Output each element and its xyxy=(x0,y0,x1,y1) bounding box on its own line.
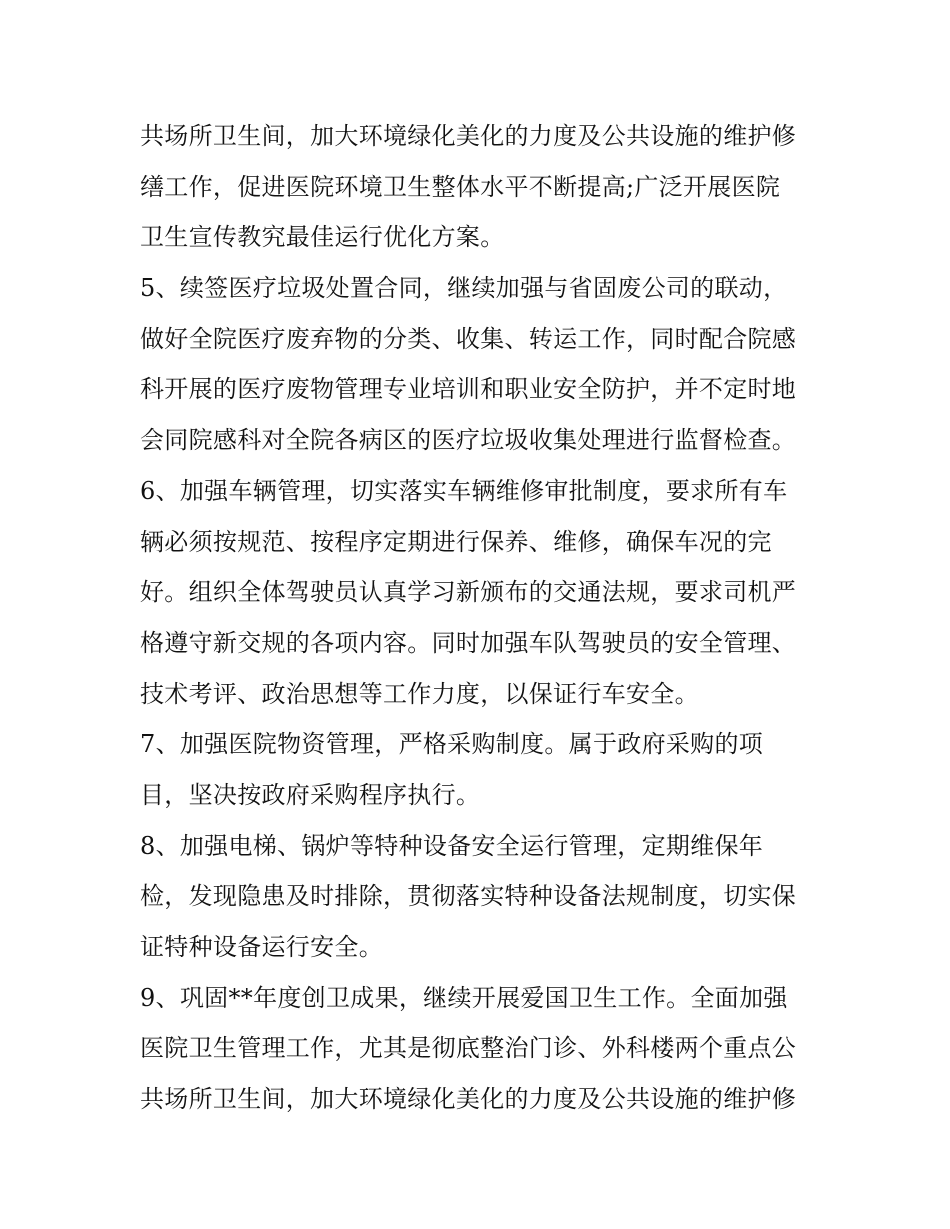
text-line: 目，坚决按政府采购程序执行。 xyxy=(140,780,481,809)
text-line: 检，发现隐患及时排除，贯彻落实特种设备法规制度，切实保 xyxy=(140,882,797,911)
document-body xyxy=(140,111,830,1125)
text-line: 医院卫生管理工作，尤其是彻底整治门诊、外科楼两个重点公 xyxy=(140,1034,797,1063)
text-line: 7、加强医院物资管理，严格采购制度。属于政府采购的项 xyxy=(140,730,764,759)
text-line: 辆必须按规范、按程序定期进行保养、维修，确保车况的完 xyxy=(140,527,772,556)
text-line: 会同院感科对全院各病区的医疗垃圾收集处理进行监督检查。 xyxy=(140,426,797,455)
text-line: 8、加强电梯、锅炉等特种设备安全运行管理，定期维保年 xyxy=(140,831,764,860)
text-line: 格遵守新交规的各项内容。同时加强车队驾驶员的安全管理、 xyxy=(140,628,797,657)
text-line: 9、巩固**年度创卫成果，继续开展爱国卫生工作。全面加强 xyxy=(140,983,788,1012)
text-line: 科开展的医疗废物管理专业培训和职业安全防护，并不定时地 xyxy=(140,375,797,404)
text-line: 5、续签医疗垃圾处置合同，继续加强与省固废公司的联动， xyxy=(140,274,788,303)
text-line: 证特种设备运行安全。 xyxy=(140,933,383,961)
text-line: 6、加强车辆管理，切实落实车辆维修审批制度，要求所有车 xyxy=(140,476,788,505)
text-line: 共场所卫生间，加大环境绿化美化的力度及公共设施的维护修 xyxy=(140,122,797,150)
text-line: 卫生宣传教究最佳运行优化方案。 xyxy=(140,223,505,252)
text-line: 好。组织全体驾驶员认真学习新颁布的交通法规，要求司机严 xyxy=(140,578,797,607)
text-line: 技术考评、政治思想等工作力度，以保证行车安全。 xyxy=(140,679,699,708)
text-line: 共场所卫生间，加大环境绿化美化的力度及公共设施的维护修 xyxy=(140,1085,797,1114)
text-line: 缮工作，促进医院环境卫生整体水平不断提高;广泛开展医院 xyxy=(140,172,781,201)
text-line: 做好全院医疗废弃物的分类、收集、转运工作，同时配合院感 xyxy=(140,324,797,353)
